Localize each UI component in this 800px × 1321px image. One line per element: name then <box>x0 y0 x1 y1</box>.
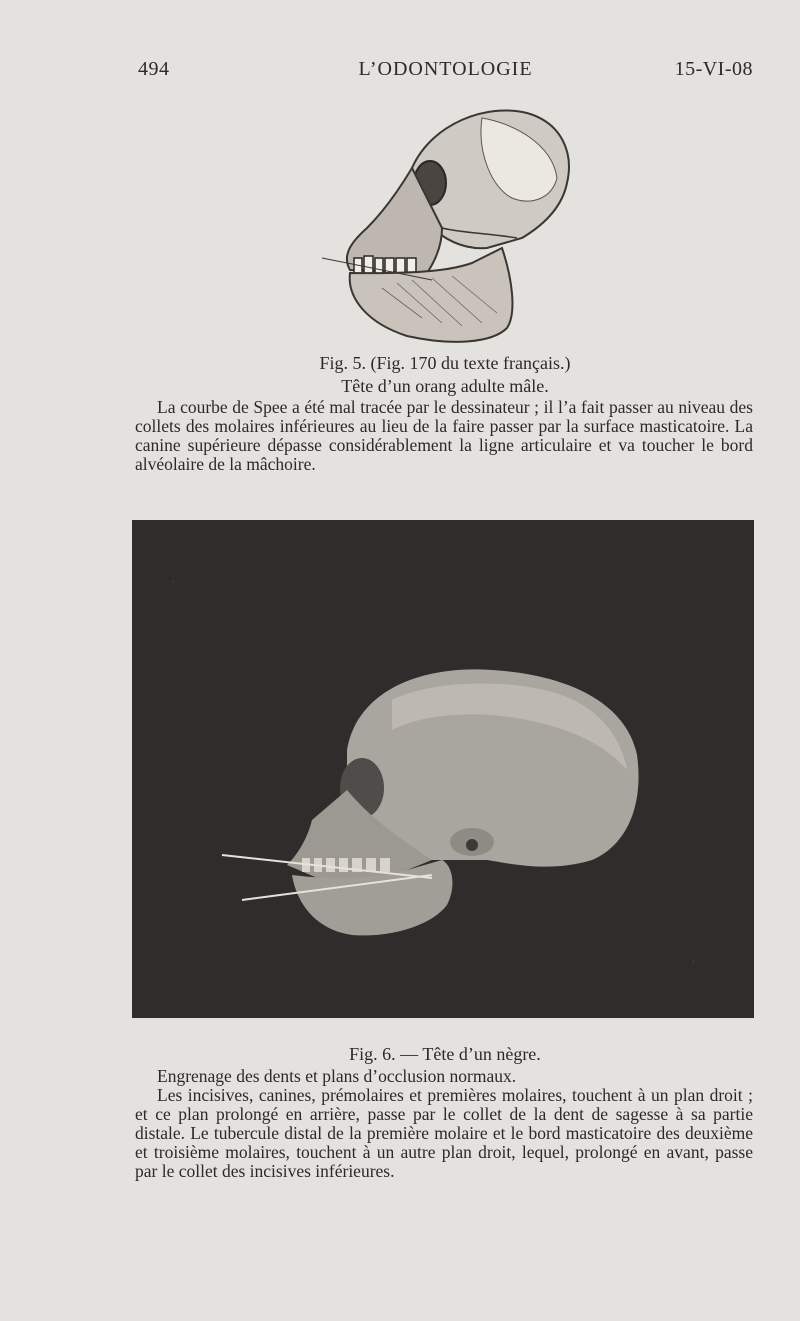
paragraph-text: La courbe de Spee a été mal tracée par le dessinateur ; il l’a fait passer au niveau des collets des molaires inférieures au lieu de la faire passer par la surface masticatoire. La canine supérieure dépasse considérablement la ligne articulaire et va toucher le bord alvéolaire de la mâchoire. <box>135 397 753 474</box>
orangutan-skull-illustration <box>312 98 582 348</box>
figure5-caption-number: Fig. 5. (Fig. 170 du texte français.) <box>319 353 571 373</box>
journal-title: L’ODONTOLOGIE <box>358 58 533 80</box>
paragraph-occlusion <box>135 1067 753 1086</box>
running-header <box>138 58 753 88</box>
paragraph-text: Engrenage des dents et plans d’occlusion normaux. <box>157 1066 517 1086</box>
human-skull-photograph <box>132 520 754 1018</box>
paragraph-spee-curve <box>135 398 753 474</box>
figure5-caption-title: Tête d’un orang adulte mâle. <box>341 376 549 396</box>
paragraph-planes <box>135 1086 753 1181</box>
figure6-caption: Fig. 6. — Tête d’un nègre. <box>349 1044 541 1064</box>
paragraph-text: Les incisives, canines, prémolaires et premières molaires, touchent à un plan droit ; et ce plan prolongé en arrière, passe par le collet de la dent de sagesse à sa partie distale. Le tubercule distal de la première molaire et le bord masticatoire des deuxième et troisième molaires, touchent à un autre plan droit, lequel, prolongé en avant, passe par le collet des incisives inférieures. <box>135 1085 753 1181</box>
page-number: 494 <box>138 58 170 80</box>
issue-date: 15-VI-08 <box>674 58 753 80</box>
